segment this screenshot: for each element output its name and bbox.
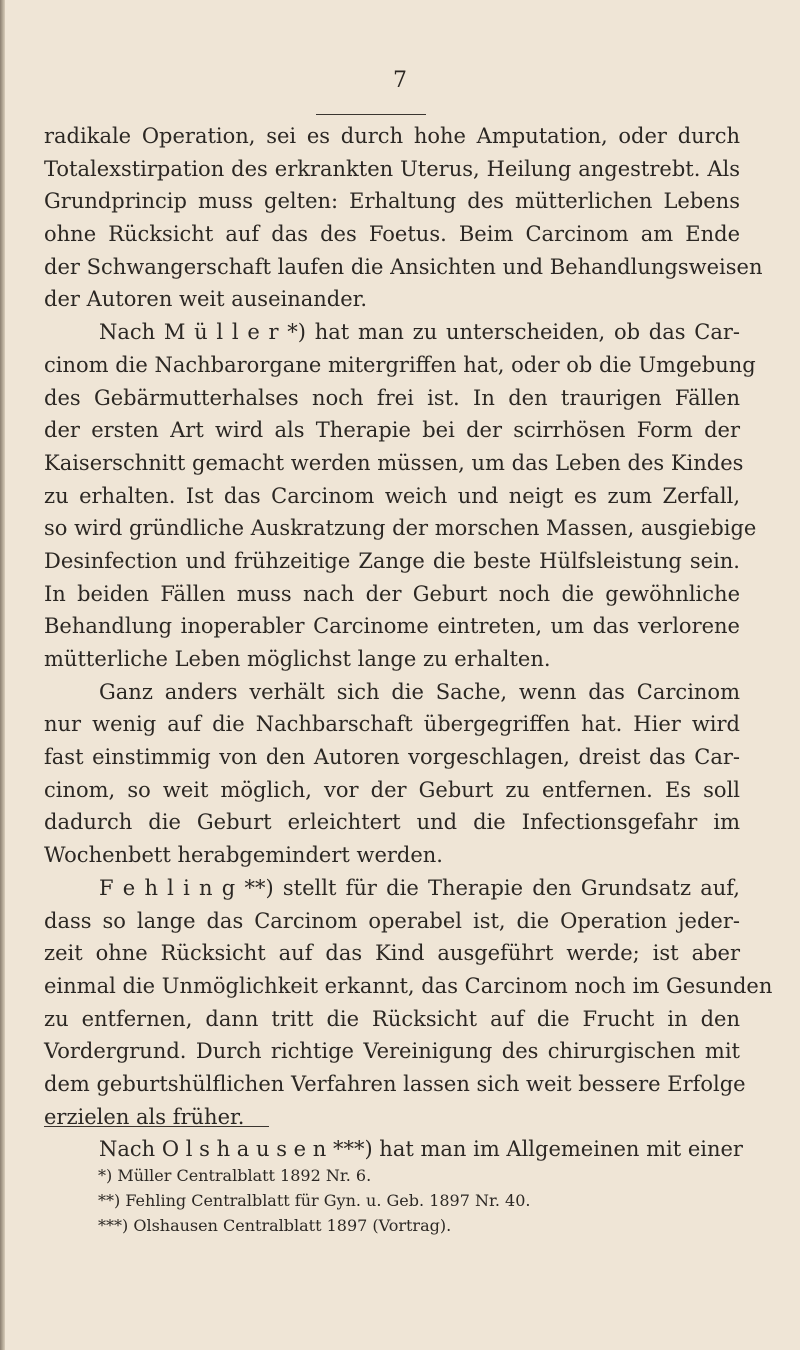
text-line: cinom die Nachbarorgane mitergriffen hat, oder ob die Umgebung [44,352,756,377]
page-binding-edge [0,0,5,1350]
text-line: Grundprincip muss gelten: Erhaltung des mütterlichen Lebens [44,189,740,214]
footnote-1: *) Müller Centralblatt 1892 Nr. 6. [98,1166,372,1185]
text-line: erzielen als früher. [44,1104,245,1129]
text-line: so wird gründliche Auskratzung der morschen Massen, ausgiebige [44,516,757,541]
footnote-3: ***) Olshausen Centralblatt 1897 (Vortrag). [98,1216,452,1235]
text-line: nur wenig auf die Nachbarschaft übergegriffen hat. Hier wird [44,712,740,737]
text-line: dadurch die Geburt erleichtert und die Infectionsgefahr im [44,810,740,835]
text-line: Totalexstirpation des erkrankten Uterus, Heilung angestrebt. Als [44,156,740,181]
text-line: In beiden Fällen muss nach der Geburt noch die gewöhnliche [44,581,740,606]
text-line: Nach O l s h a u s e n ***) hat man im Allgemeinen mit einer [99,1137,743,1162]
text-line: Kaiserschnitt gemacht werden müssen, um das Leben des Kindes [44,450,744,475]
text-line: Wochenbett herabgemindert werden. [44,843,443,868]
paragraph [44,872,773,1134]
text-line: mütterliche Leben möglichst lange zu erhalten. [44,647,551,671]
text-line: des Gebärmutterhalses noch frei ist. In den traurigen Fällen [44,385,740,410]
footnote-rule [44,1126,269,1127]
text-line: zeit ohne Rücksicht auf das Kind ausgeführt werde; ist aber [44,941,740,966]
text-line: Nach M ü l l e r *) hat man zu unterscheiden, ob das Car- [99,320,740,345]
footnote-2: **) Fehling Centralblatt für Gyn. u. Geb. 1897 Nr. 40. [98,1191,531,1210]
paragraph [44,120,763,316]
text-line: Ganz anders verhält sich die Sache, wenn das Carcinom [99,679,740,704]
text-line: F e h l i n g **) stellt für die Therapie den Grundsatz auf, [99,875,740,900]
text-line: cinom, so weit möglich, vor der Geburt zu entfernen. Es soll [44,777,740,802]
text-line: der ersten Art wird als Therapie bei der scirrhösen Form der [44,418,740,443]
page-number-rule [316,114,426,115]
text-line: Behandlung inoperabler Carcinome eintreten, um das verlorene [44,614,740,639]
text-line: zu erhalten. Ist das Carcinom weich und neigt es zum Zerfall, [44,483,740,508]
text-line: der Schwangerschaft laufen die Ansichten und Behandlungsweisen [44,254,763,279]
text-line: radikale Operation, sei es durch hohe Amputation, oder durch [44,124,740,148]
text-line: dass so lange das Carcinom operabel ist, die Operation jeder- [44,908,740,933]
footnotes [98,1163,531,1238]
text-line: zu entfernen, dann tritt die Rücksicht auf die Frucht in den [44,1006,740,1031]
body-text [44,120,773,1166]
text-line: einmal die Unmöglichkeit erkannt, das Carcinom noch im Gesunden [44,973,773,998]
page-number: 7 [393,68,407,93]
text-line: fast einstimmig von den Autoren vorgeschlagen, dreist das Car- [44,745,740,770]
text-line: ohne Rücksicht auf das des Foetus. Beim Carcinom am Ende [44,222,740,247]
paragraph [44,1133,743,1166]
text-line: dem geburtshülflichen Verfahren lassen sich weit bessere Erfolge [44,1071,746,1096]
text-line: Desinfection und frühzeitige Zange die beste Hülfsleistung sein. [44,548,740,573]
text-line: der Autoren weit auseinander. [44,287,368,312]
paragraph [44,316,757,676]
paragraph [44,676,740,872]
text-line: Vordergrund. Durch richtige Vereinigung des chirurgischen mit [44,1039,740,1064]
